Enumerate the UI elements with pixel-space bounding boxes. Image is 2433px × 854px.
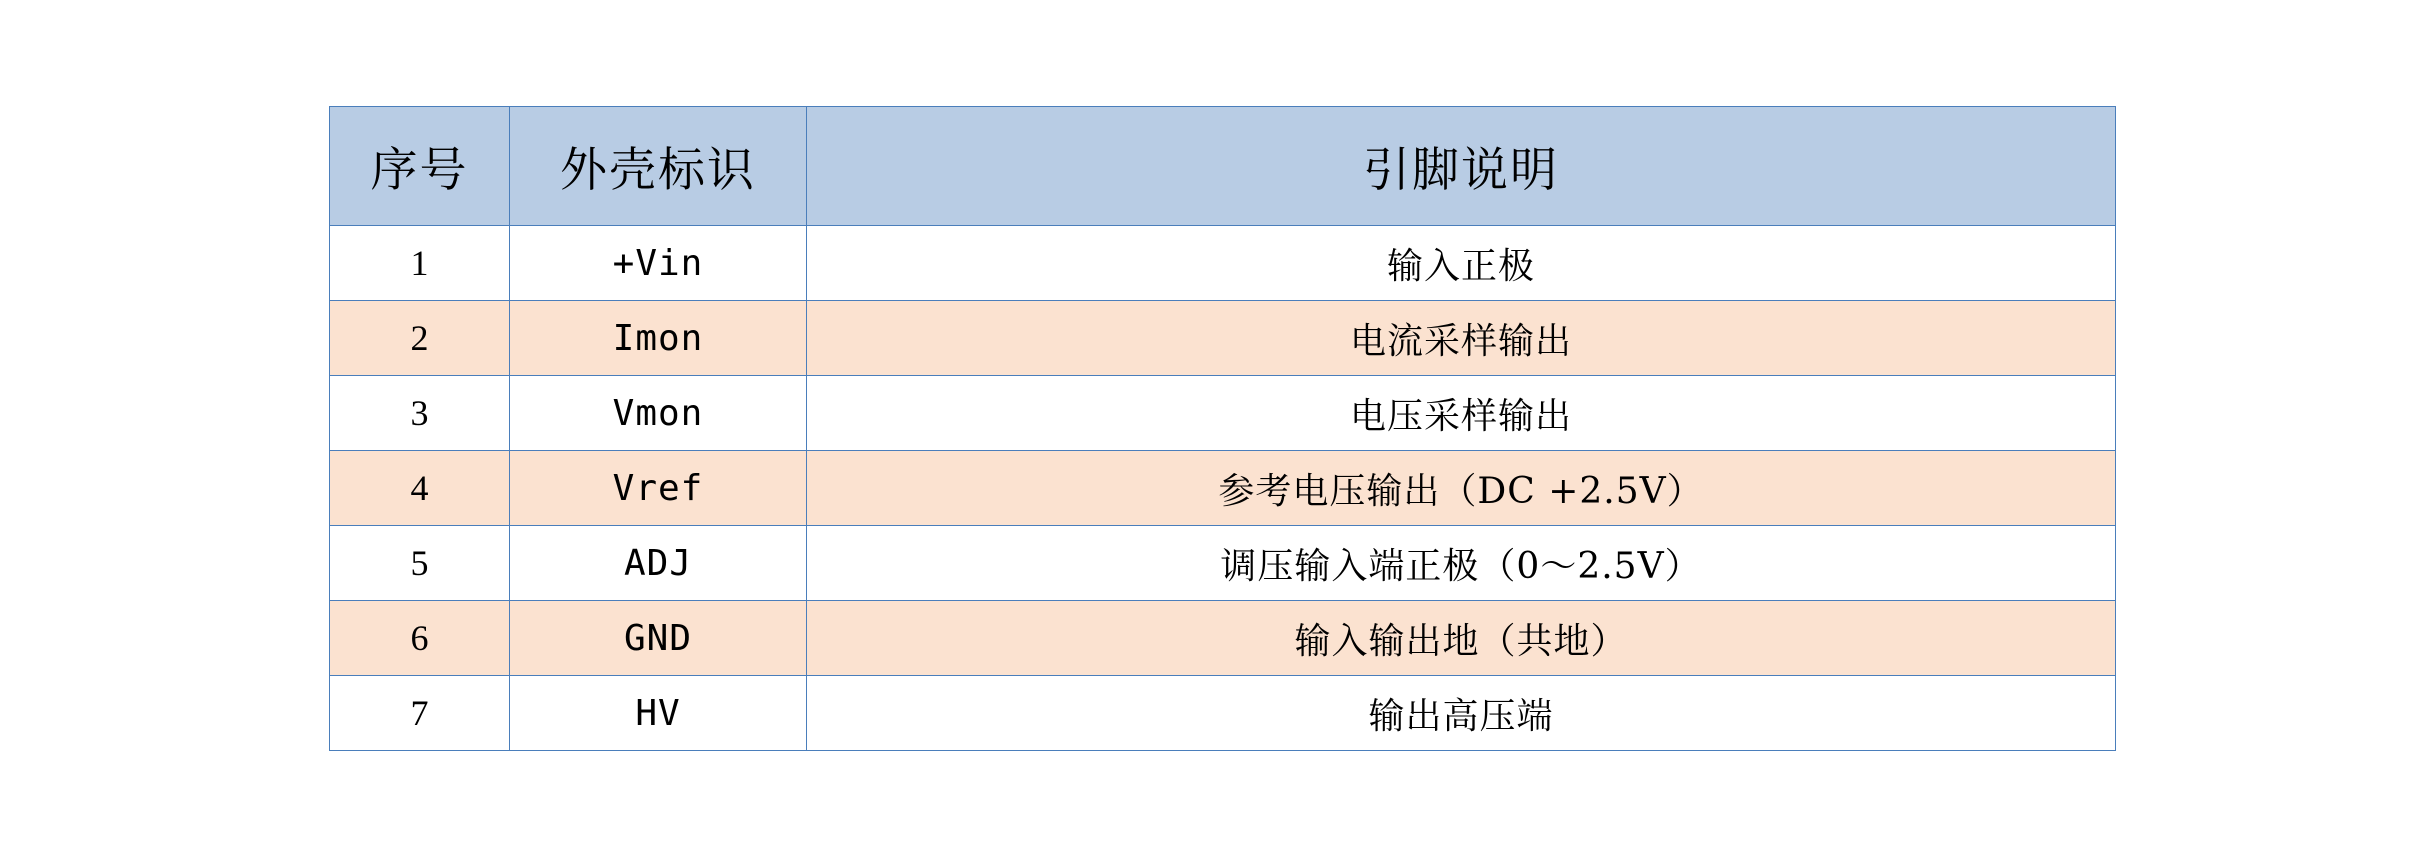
cell-pin-description: 输出高压端 (807, 676, 2116, 751)
cell-pin-description: 参考电压输出（DC +2.5V） (807, 451, 2116, 526)
cell-index: 1 (330, 226, 510, 301)
table-row (330, 376, 2116, 451)
cell-case-marking: Vmon (510, 376, 807, 451)
cell-pin-description: 输入输出地（共地） (807, 601, 2116, 676)
cell-index: 4 (330, 451, 510, 526)
table-header (330, 107, 2116, 226)
table-row (330, 676, 2116, 751)
table-row (330, 301, 2116, 376)
column-header-case-marking: 外壳标识 (510, 107, 807, 226)
table-row (330, 526, 2116, 601)
cell-index: 5 (330, 526, 510, 601)
cell-case-marking: ADJ (510, 526, 807, 601)
cell-index: 3 (330, 376, 510, 451)
cell-index: 2 (330, 301, 510, 376)
cell-case-marking: GND (510, 601, 807, 676)
cell-case-marking: +Vin (510, 226, 807, 301)
cell-case-marking: Vref (510, 451, 807, 526)
table-row (330, 451, 2116, 526)
cell-pin-description: 电流采样输出 (807, 301, 2116, 376)
column-header-pin-description: 引脚说明 (807, 107, 2116, 226)
column-header-index: 序号 (330, 107, 510, 226)
cell-pin-description: 电压采样输出 (807, 376, 2116, 451)
cell-index: 6 (330, 601, 510, 676)
cell-index: 7 (330, 676, 510, 751)
pinout-table-container (329, 106, 2115, 751)
cell-pin-description: 调压输入端正极（0～2.5V） (807, 526, 2116, 601)
cell-case-marking: Imon (510, 301, 807, 376)
table-row (330, 226, 2116, 301)
table-row (330, 601, 2116, 676)
pinout-table (329, 106, 2116, 751)
table-body (330, 226, 2116, 751)
table-header-row (330, 107, 2116, 226)
cell-case-marking: HV (510, 676, 807, 751)
cell-pin-description: 输入正极 (807, 226, 2116, 301)
